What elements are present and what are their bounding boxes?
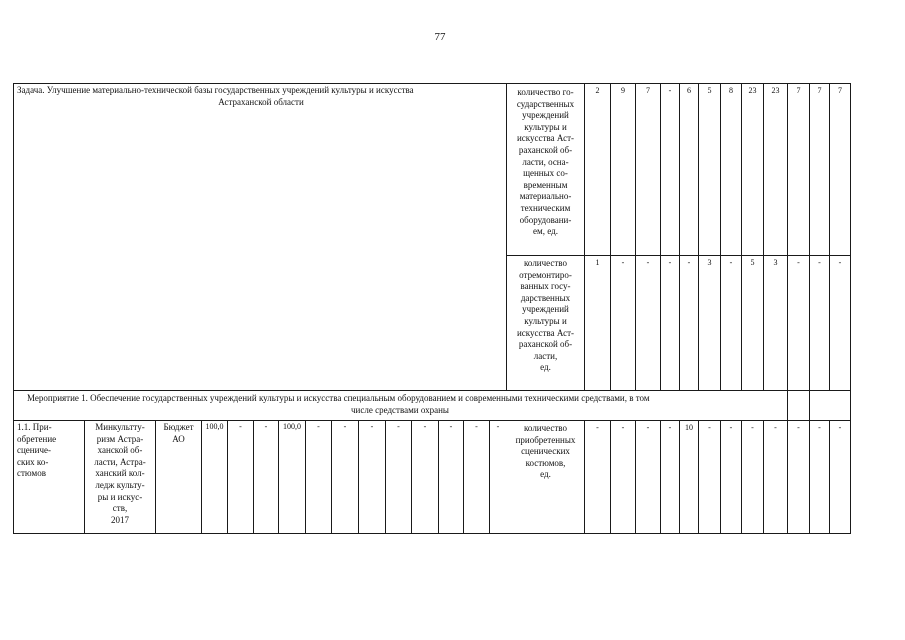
measure-value: -: [596, 423, 599, 432]
indicator-2-value: -: [668, 258, 672, 267]
indicator-2-value: 3: [707, 258, 712, 267]
indicator-2-value: -: [646, 258, 650, 267]
finance-value: -: [239, 422, 242, 431]
indicator-1-value: 2: [595, 86, 600, 95]
measure-value: -: [668, 423, 672, 432]
indicator-1-value: -: [668, 86, 672, 95]
finance-value: -: [496, 422, 500, 431]
indicator-1-value: 6: [687, 86, 691, 95]
page-number: 77: [434, 31, 446, 43]
indicator-1-value: 23: [748, 86, 757, 95]
finance-value: -: [317, 422, 320, 431]
measure-value: -: [751, 423, 754, 432]
indicator-2-value: 5: [750, 258, 755, 267]
indicator-2-value: -: [687, 258, 691, 267]
finance-value: -: [343, 422, 347, 431]
measure-value: -: [818, 423, 821, 432]
indicator-2-value: -: [621, 258, 625, 267]
indicator-1-value: 8: [729, 86, 733, 95]
finance-value: -: [475, 422, 478, 431]
indicator-2-text: количество отремонтиро- ванных госу- дарственных учреждений культуры и искусства Аст- раханской об- ласти, ед.: [516, 258, 575, 373]
indicator-1-value: 7: [646, 86, 650, 95]
measure-value: 10: [685, 423, 693, 432]
finance-value: 100,0: [205, 422, 224, 431]
measure-indicator: количество приобретенных сценических костюмов, ед.: [515, 423, 576, 480]
indicator-1-value: 7: [838, 86, 842, 95]
measure-executor: Минкультту- ризм Астра- ханской об- ласти, Астра- ханский кол- ледж культу- ры и искус- ств, 2017: [94, 422, 146, 525]
measure-value: -: [708, 423, 711, 432]
indicator-2-value: -: [818, 258, 821, 267]
indicator-1-value: 7: [817, 86, 822, 95]
task-region: Астраханской области: [218, 97, 304, 107]
finance-value: -: [264, 422, 268, 431]
program-table: [13, 83, 851, 534]
indicator-1-value: 23: [771, 86, 780, 95]
event-title: Мероприятие 1. Обеспечение государственных учреждений культуры и искусства специальным оборудованием и современными техническими средствами, в том: [27, 393, 650, 403]
measure-value: -: [621, 423, 625, 432]
indicator-1-value: 5: [707, 86, 712, 95]
finance-value: 100,0: [283, 422, 301, 431]
indicator-1-value: 9: [621, 86, 625, 95]
indicator-2-value: -: [797, 258, 800, 267]
measure-value: -: [729, 423, 733, 432]
finance-value: -: [423, 422, 427, 431]
finance-value: -: [449, 422, 453, 431]
funding-source: Бюджет АО: [163, 422, 194, 444]
measure-name: 1.1. При- обретение сцениче- ских ко- стюмов: [17, 422, 57, 479]
indicator-2-value: 1: [595, 258, 600, 267]
measure-value: -: [646, 423, 650, 432]
finance-value: -: [370, 422, 374, 431]
measure-value: -: [797, 423, 800, 432]
finance-value: -: [397, 422, 400, 431]
indicator-2-value: -: [729, 258, 733, 267]
indicator-1-text: количество го- сударственных учреждений культуры и искусства Аст- раханской об- ласти, осна- щенных со- временным материально- техническим оборудовани- ем, ед.: [516, 87, 575, 237]
task-title: Задача. Улучшение материально-технической базы государственных учреждений культуры и искусства: [17, 85, 414, 95]
event-title-cont: числе средствами охраны: [351, 405, 449, 415]
indicator-1-value: 7: [796, 86, 801, 95]
indicator-2-value: -: [838, 258, 842, 267]
measure-value: -: [774, 423, 777, 432]
indicator-2-value: 3: [773, 258, 778, 267]
measure-value: -: [838, 423, 842, 432]
